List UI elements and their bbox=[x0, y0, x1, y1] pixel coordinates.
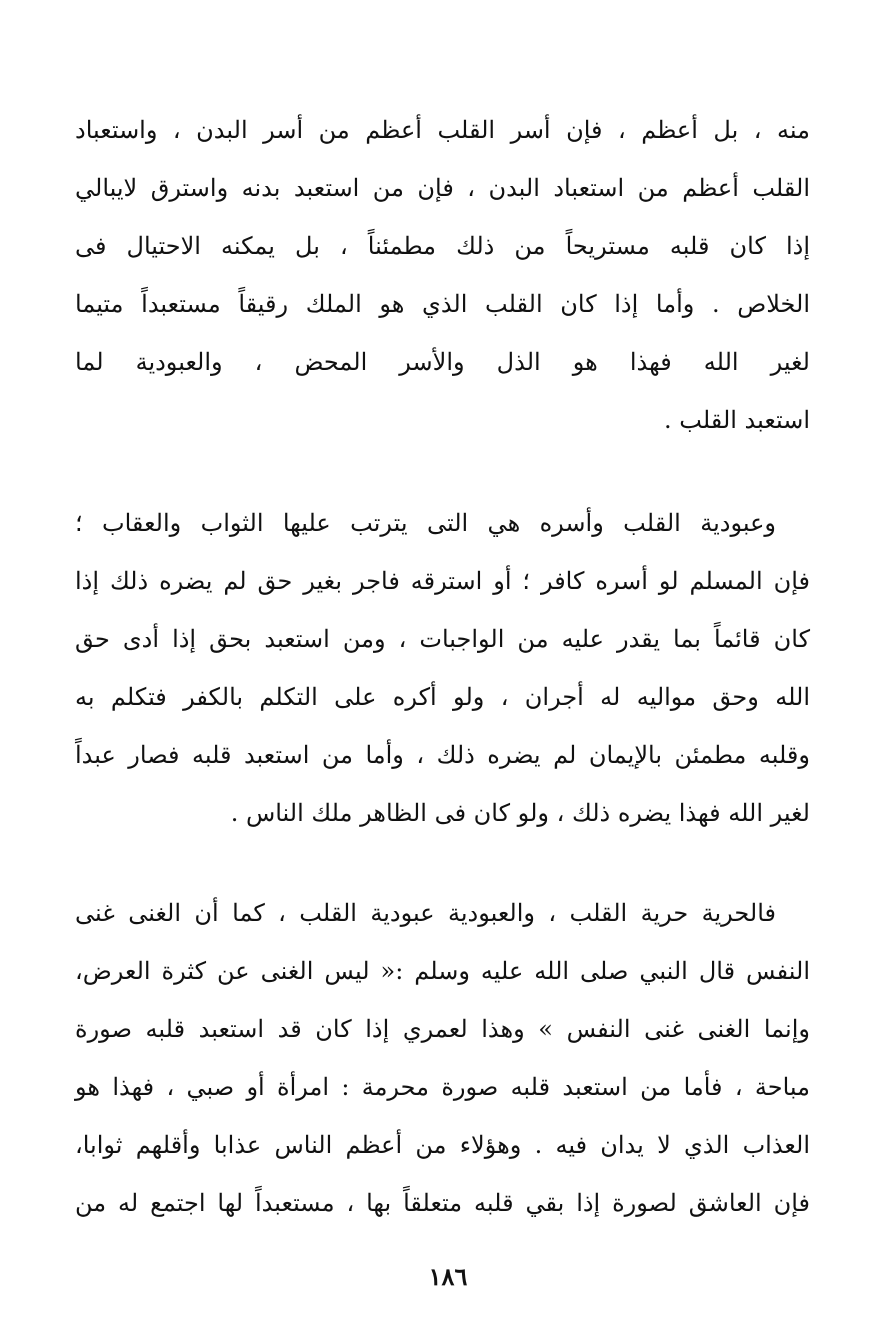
text-line: وعبودية القلب وأسره هي التى يترتب عليها الثواب والعقاب ؛ bbox=[75, 509, 776, 537]
text-line: فإن المسلم لو أسره كافر ؛ أو استرقه فاجر بغير حق لم يضره ذلك إذا bbox=[75, 567, 810, 595]
text-line: استعبد القلب . bbox=[664, 406, 810, 434]
text-line: فإن العاشق لصورة إذا بقي قلبه متعلقاً بها ، مستعبداً لها اجتمع له من bbox=[75, 1189, 810, 1217]
text-line: مباحة ، فأما من استعبد قلبه صورة محرمة : امرأة أو صبي ، فهذا هو bbox=[75, 1073, 810, 1101]
text-line: القلب أعظم من استعباد البدن ، فإن من استعبد بدنه واسترق لايبالي bbox=[75, 174, 810, 202]
text-line: النفس قال النبي صلى الله عليه وسلم :« ليس الغنى عن كثرة العرض، bbox=[75, 957, 810, 985]
text-line: الخلاص . وأما إذا كان القلب الذي هو الملك رقيقاً مستعبداً متيما bbox=[75, 290, 811, 318]
text-line: وقلبه مطمئن بالإيمان لم يضره ذلك ، وأما من استعبد قلبه فصار عبداً bbox=[75, 741, 810, 769]
paragraph-1 bbox=[75, 110, 810, 450]
text-line: إذا كان قلبه مستريحاً من ذلك مطمئناً ، بل يمكنه الاحتيال فى bbox=[75, 232, 810, 260]
paragraph-3 bbox=[75, 893, 810, 1233]
text-line: لغير الله فهذا يضره ذلك ، ولو كان فى الظاهر ملك الناس . bbox=[230, 799, 810, 827]
text-line: فالحرية حرية القلب ، والعبودية عبودية القلب ، كما أن الغنى غنى bbox=[75, 899, 776, 927]
text-line: وإنما الغنى غنى النفس » وهذا لعمري إذا كان قد استعبد قلبه صورة bbox=[75, 1015, 810, 1043]
text-line: كان قائماً بما يقدر عليه من الواجبات ، ومن استعبد بحق إذا أدى حق bbox=[75, 625, 810, 653]
text-line: الله وحق مواليه له أجران ، ولو أكره على التكلم بالكفر فتكلم به bbox=[75, 683, 810, 711]
text-line: منه ، بل أعظم ، فإن أسر القلب أعظم من أسر البدن ، واستعباد bbox=[75, 116, 810, 144]
page-number: ١٨٦ bbox=[428, 1262, 468, 1291]
text-line: لغير الله فهذا هو الذل والأسر المحض ، والعبودية لما bbox=[75, 348, 810, 376]
paragraph-2 bbox=[75, 503, 810, 843]
text-line: العذاب الذي لا يدان فيه . وهؤلاء من أعظم الناس عذابا وأقلهم ثوابا، bbox=[75, 1131, 810, 1159]
